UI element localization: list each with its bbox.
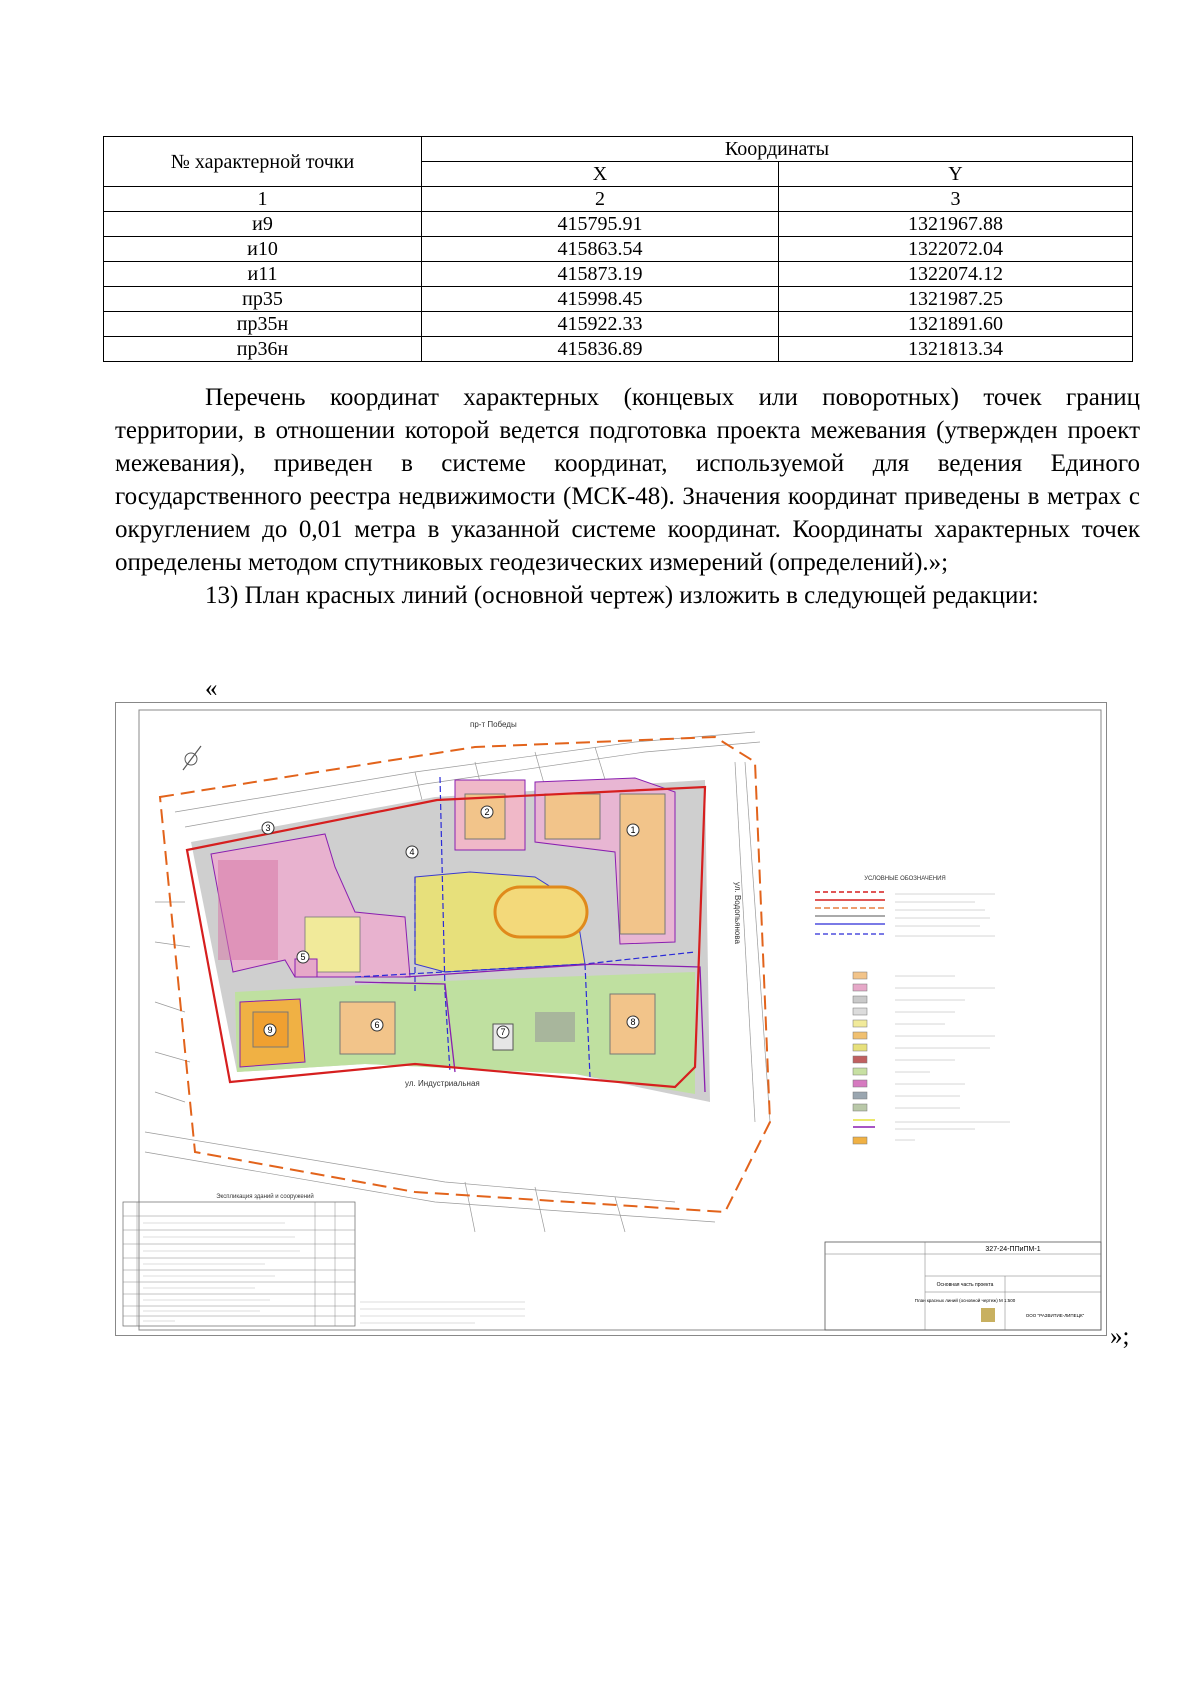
header-x: X — [422, 162, 779, 187]
svg-text:Основная часть проекта: Основная часть проекта — [936, 1282, 994, 1288]
sports-field — [495, 887, 587, 937]
header-y: Y — [779, 162, 1133, 187]
svg-text:327-24-ППиПМ-1: 327-24-ППиПМ-1 — [985, 1246, 1041, 1253]
building-1-wing-b — [620, 794, 665, 934]
svg-text:3: 3 — [265, 823, 271, 833]
building-6 — [340, 1002, 395, 1054]
table-row: пр35н 415922.33 1321891.60 — [104, 312, 1133, 337]
opening-quote: « — [205, 675, 218, 702]
street-bottom-label: ул. Индустриальная — [405, 1079, 480, 1088]
building-1-wing-a — [545, 794, 600, 839]
coordinates-table — [103, 136, 1133, 362]
table-row: и10 415863.54 1322072.04 — [104, 237, 1133, 262]
table-row: и11 415873.19 1322074.12 — [104, 262, 1133, 287]
closing-quote: »; — [1110, 1323, 1130, 1350]
header-coordinates: Координаты — [422, 137, 1133, 162]
svg-text:План красных линий (основной ч: План красных линий (основной чертеж) М 1:500 — [914, 1298, 1016, 1303]
svg-text:1: 1 — [630, 825, 636, 835]
svg-text:7: 7 — [500, 1027, 506, 1037]
header-point-number: № характерной точки — [104, 137, 422, 187]
svg-text:Экспликация зданий и сооружени: Экспликация зданий и сооружений — [216, 1194, 314, 1200]
street-top-label: пр-т Победы — [470, 720, 517, 729]
body-text — [115, 381, 1140, 612]
building-3-hatch — [218, 860, 278, 960]
parking-lot — [535, 1012, 575, 1042]
svg-text:2: 2 — [484, 807, 490, 817]
red-lines-plan-drawing — [115, 702, 1107, 1336]
org-logo-icon — [981, 1308, 995, 1322]
paragraph-coordinates-note: Перечень координат характерных (концевых или поворотных) точек границ территории, в отношении которой ведется подготовка проекта межевания (утвержден проект межевания), приведен в системе координат, используемой для ведения Единого государственного реестра недвижимости (МСК-48). Значения координат приведены в метрах с округлением до 0,01 метра в указанной системе координат. Координаты характерных точек определены методом спутниковых геодезических измерений (определений).»; — [115, 384, 1140, 576]
svg-text:6: 6 — [374, 1020, 380, 1030]
table-row: пр35 415998.45 1321987.25 — [104, 287, 1133, 312]
svg-text:8: 8 — [630, 1017, 636, 1027]
svg-text:9: 9 — [267, 1025, 273, 1035]
column-number-row: 1 2 3 — [104, 187, 1133, 212]
street-right-label: ул. Водопьянова — [733, 882, 742, 944]
svg-text:УСЛОВНЫЕ ОБОЗНАЧЕНИЯ: УСЛОВНЫЕ ОБОЗНАЧЕНИЯ — [864, 876, 946, 882]
svg-text:5: 5 — [300, 952, 306, 962]
table-row: пр36н 415836.89 1321813.34 — [104, 337, 1133, 362]
paragraph-red-lines-plan: 13) План красных линий (основной чертеж) изложить в следующей редакции: — [205, 582, 1039, 609]
table-row: и9 415795.91 1321967.88 — [104, 212, 1133, 237]
svg-text:ООО "РАЗВИТИЕ-ЛИПЕЦК": ООО "РАЗВИТИЕ-ЛИПЕЦК" — [1025, 1313, 1085, 1318]
svg-text:4: 4 — [409, 847, 415, 857]
